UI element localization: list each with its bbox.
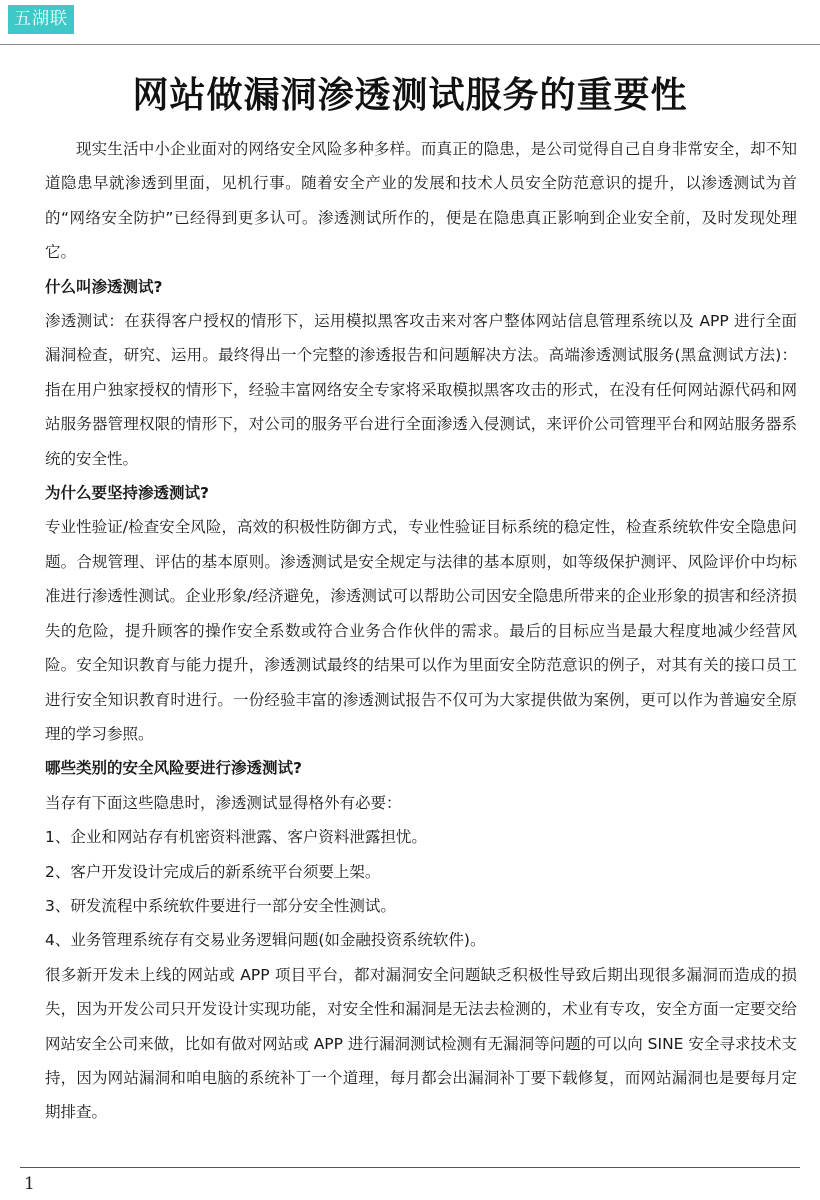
list-item: 2、客户开发设计完成后的新系统平台须要上架。 — [45, 862, 381, 881]
section-heading-which: 哪些类别的安全风险要进行渗透测试? — [45, 759, 302, 778]
page-title: 网站做漏洞渗透测试服务的重要性 — [132, 75, 688, 116]
list-item: 1、企业和网站存有机密资料泄露、客户资料泄露担忧。 — [45, 828, 427, 847]
section-lead-which: 当存有下面这些隐患时，渗透测试显得格外有必要： — [45, 793, 402, 812]
intro-paragraph: 现实生活中小企业面对的网络安全风险多种多样。而真正的隐患，是公司觉得自己自身非常安全，却不知道隐患早就渗透到里面，见机行事。随着安全产业的发展和技术人员安全防范意识的提升，以渗透测试为首的“网络安全防护”已经得到更多认可。渗透测试所作的，便是在隐患真正影响到企业安全前，及时发现处理它。 — [45, 140, 797, 262]
list-item: 3、研发流程中系统软件要进行一部分安全性测试。 — [45, 896, 396, 915]
header-divider — [0, 44, 820, 45]
page-number: 1 — [24, 1174, 35, 1194]
article-body — [45, 132, 797, 1130]
footer-divider — [20, 1167, 800, 1168]
section-body-why: 专业性验证/检查安全风险，高效的积极性防御方式，专业性验证目标系统的稳定性，检查系统软件安全隐患问题。合规管理、评估的基本原则。渗透测试是安全规定与法律的基本原则，如等级保护测评、风险评价中均标准进行渗透性测试。企业形象/经济避免，渗透测试可以帮助公司因安全隐患所带来的企业形象的损害和经济损失的危险，提升顾客的操作安全系数或符合业务合作伙伴的需求。最后的目标应当是最大程度地减少经营风险。安全知识教育与能力提升，渗透测试最终的结果可以作为里面安全防范意识的例子，对其有关的接口员工进行安全知识教育时进行。一份经验丰富的渗透测试报告不仅可为大家提供做为案例，更可以作为普遍安全原理的学习参照。 — [45, 518, 797, 743]
brand-logo: 五湖联 — [8, 5, 74, 34]
closing-paragraph: 很多新开发未上线的网站或 APP 项目平台，都对漏洞安全问题缺乏积极性导致后期出现很多漏洞而造成的损失，因为开发公司只开发设计实现功能，对安全性和漏洞是无法去检测的，术业有专攻，安全方面一定要交给网站安全公司来做，比如有做对网站或 APP 进行漏洞测试检测有无漏洞等问题的可以向 SINE 安全寻求技术支持，因为网站漏洞和咱电脑的系统补丁一个道理，每月都会出漏洞补丁要下载修复，而网站漏洞也是要每月定期排查。 — [45, 965, 797, 1122]
list-item: 4、业务管理系统存有交易业务逻辑问题(如金融投资系统软件)。 — [45, 931, 486, 950]
section-body-what: 渗透测试：在获得客户授权的情形下，运用模拟黑客攻击来对客户整体网站信息管理系统以及 APP 进行全面漏洞检查，研究、运用。最终得出一个完整的渗透报告和问题解决方法。高端渗透测试服务(黑盒测试方法)：指在用户独家授权的情形下，经验丰富网络安全专家将采取模拟黑客攻击的形式，在没有任何网站源代码和网站服务器管理权限的情形下，对公司的服务平台进行全面渗透入侵测试，来评价公司管理平台和网站服务器系统的安全性。 — [45, 312, 797, 468]
section-heading-what: 什么叫渗透测试? — [45, 277, 163, 296]
section-heading-why: 为什么要坚持渗透测试? — [45, 484, 209, 503]
